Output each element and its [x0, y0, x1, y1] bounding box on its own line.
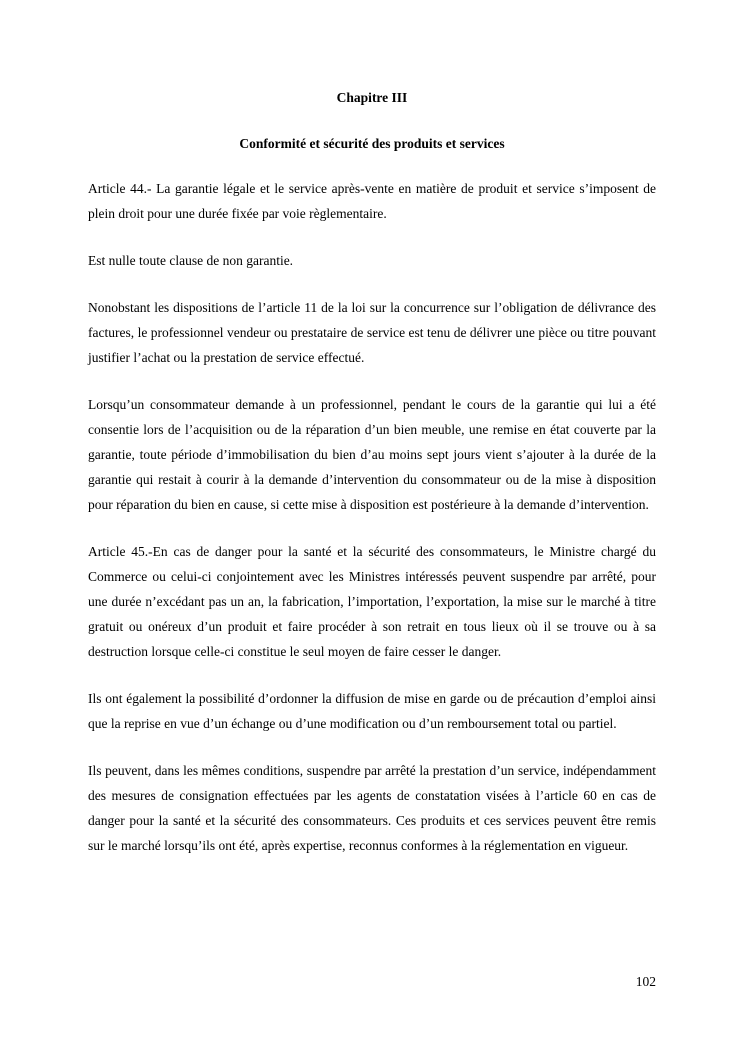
paragraph-invoice-obligation: Nonobstant les dispositions de l’article 11 de la loi sur la concurrence sur l’obligation de délivrance des factures, le professionnel vendeur ou prestataire de service est tenu de délivrer une pièce ou titre pouvant justifier l’achat ou la prestation de service effectué.	[88, 300, 656, 365]
paragraph-article-45: Article 45.-En cas de danger pour la santé et la sécurité des consommateurs, le Ministre chargé du Commerce ou celui-ci conjointement avec les Ministres intéressés peuvent suspendre par arrêté, pour une durée n’excédant pas un an, la fabrication, l’importation, l’exportation, la mise sur le marché à titre gratuit ou onéreux d’un produit et faire procéder à son retrait en tous lieux où il se trouve ou à sa destruction lorsque celle-ci constitue le seul moyen de faire cesser le danger.	[88, 544, 656, 659]
paragraph-warranty-extension: Lorsqu’un consommateur demande à un professionnel, pendant le cours de la garantie qui lui a été consentie lors de l’acquisition ou de la réparation d’un bien meuble, une remise en état couverte par la garantie, toute période d’immobilisation du bien d’au moins sept jours vient s’ajouter à la durée de la garantie qui restait à courir à la demande d’intervention du consommateur ou de la mise à disposition pour réparation du bien en cause, si cette mise à disposition est postérieure à la demande d’intervention.	[88, 397, 656, 512]
paragraph-no-warranty-clause: Est nulle toute clause de non garantie.	[88, 253, 294, 268]
chapter-title: Chapitre III	[336, 90, 408, 105]
chapter-subtitle: Conformité et sécurité des produits et services	[239, 136, 505, 151]
paragraph-service-suspension: Ils peuvent, dans les mêmes conditions, suspendre par arrêté la prestation d’un service, indépendamment des mesures de consignation effectuées par les agents de constatation visées à l’article 60 en cas de danger pour la santé et la sécurité des consommateurs. Ces produits et ces services peuvent être remis sur le marché lorsqu’ils ont été, après expertise, reconnus conformes à la réglementation en vigueur.	[88, 763, 656, 853]
document-body	[88, 176, 656, 880]
paragraph-article-44: Article 44.- La garantie légale et le service après-vente en matière de produit et service s’imposent de plein droit pour une durée fixée par voie règlementaire.	[88, 181, 656, 221]
paragraph-warnings-recall: Ils ont également la possibilité d’ordonner la diffusion de mise en garde ou de précaution d’emploi ainsi que la reprise en vue d’un échange ou d’une modification ou d’un remboursement total ou partiel.	[88, 691, 656, 731]
page-number: 102	[635, 974, 656, 989]
